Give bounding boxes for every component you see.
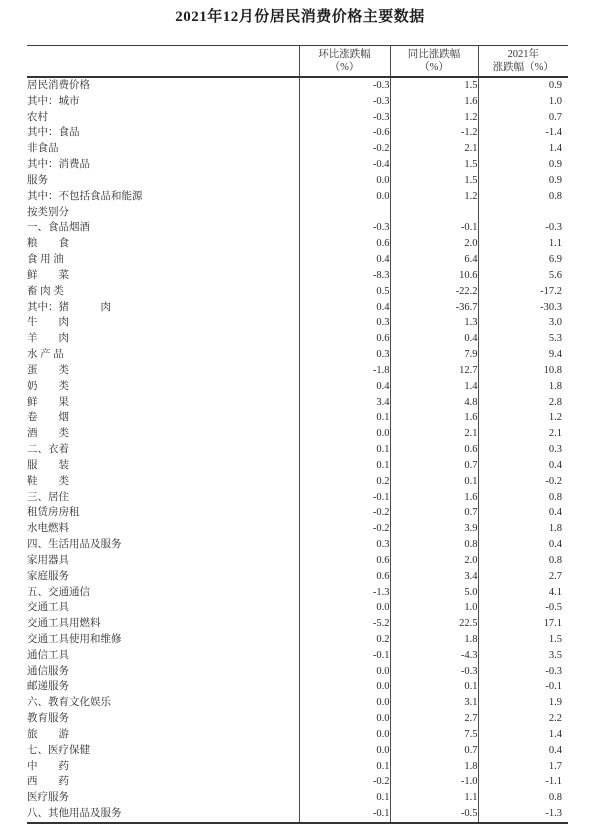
row-label: 奶 类	[27, 380, 69, 392]
yoy-value: 0.7	[390, 458, 478, 474]
row-label: 通信服务	[27, 665, 69, 677]
mom-value: -8.3	[299, 268, 390, 284]
annual-value: 0.9	[478, 77, 568, 94]
mom-value: -0.2	[299, 774, 390, 790]
annual-value: -30.3	[478, 300, 568, 316]
table-row	[27, 474, 568, 490]
row-label: 牛 肉	[27, 317, 69, 329]
mom-value: 0.3	[299, 347, 390, 363]
row-label: 羊 肉	[27, 333, 69, 345]
yoy-value: 1.1	[390, 790, 478, 806]
annual-value: 0.7	[478, 110, 568, 126]
row-label: 旅 游	[27, 728, 69, 740]
row-label: 食 用 油	[27, 254, 64, 266]
yoy-value: 1.6	[390, 94, 478, 110]
row-label: 教育服务	[27, 713, 69, 725]
table-row	[27, 569, 568, 585]
header-annual-line2: 涨跌幅（%）	[492, 62, 554, 73]
page-title: 2021年12月份居民消费价格主要数据	[175, 9, 425, 25]
row-label: 畜 肉 类	[27, 285, 64, 297]
yoy-value: 1.6	[390, 490, 478, 506]
yoy-value: 1.6	[390, 410, 478, 426]
table-row	[27, 505, 568, 521]
row-label: 家庭服务	[27, 570, 69, 582]
table-row	[27, 426, 568, 442]
annual-value: 1.9	[478, 695, 568, 711]
mom-value: -0.2	[299, 505, 390, 521]
header-mom-line2: （%）	[329, 62, 360, 73]
annual-value: 1.1	[478, 236, 568, 252]
mom-value: -0.6	[299, 125, 390, 141]
row-label: 交通工具使用和维修	[27, 633, 122, 645]
yoy-value: 22.5	[390, 616, 478, 632]
mom-value: 0.0	[299, 695, 390, 711]
table-row	[27, 395, 568, 411]
table-row	[27, 220, 568, 236]
mom-value: -0.3	[299, 220, 390, 236]
annual-value: 0.8	[478, 490, 568, 506]
row-label: 鲜 菜	[27, 269, 69, 281]
yoy-value: 2.1	[390, 141, 478, 157]
mom-value: 0.4	[299, 300, 390, 316]
yoy-value: 0.8	[390, 537, 478, 553]
yoy-value: 1.5	[390, 173, 478, 189]
yoy-value: 6.4	[390, 252, 478, 268]
table-row	[27, 553, 568, 569]
annual-value: 1.8	[478, 521, 568, 537]
annual-value: 1.7	[478, 759, 568, 775]
yoy-value: 1.2	[390, 189, 478, 205]
row-label: 卷 烟	[27, 412, 69, 424]
row-label: 中 药	[27, 760, 69, 772]
mom-value: 0.0	[299, 600, 390, 616]
table-row	[27, 236, 568, 252]
row-label: 邮递服务	[27, 681, 69, 693]
yoy-value: 0.1	[390, 474, 478, 490]
yoy-value: 4.8	[390, 395, 478, 411]
mom-value: 0.6	[299, 553, 390, 569]
annual-value: 5.3	[478, 331, 568, 347]
header-row	[27, 46, 568, 78]
table-row	[27, 442, 568, 458]
table-body	[27, 77, 568, 823]
yoy-value: 12.7	[390, 363, 478, 379]
mom-value: -5.2	[299, 616, 390, 632]
table-row	[27, 125, 568, 141]
annual-value: 0.9	[478, 173, 568, 189]
yoy-value: 1.5	[390, 157, 478, 173]
table-row	[27, 806, 568, 823]
table-row	[27, 379, 568, 395]
table-row	[27, 157, 568, 173]
annual-value: 0.8	[478, 790, 568, 806]
yoy-value: -0.3	[390, 664, 478, 680]
mom-value: 0.0	[299, 679, 390, 695]
row-label: 其中：不包括食品和能源	[27, 190, 143, 202]
table-row	[27, 759, 568, 775]
mom-value: 0.0	[299, 711, 390, 727]
annual-value: 6.9	[478, 252, 568, 268]
annual-value: 2.2	[478, 711, 568, 727]
annual-value: 9.4	[478, 347, 568, 363]
annual-value: 1.8	[478, 379, 568, 395]
mom-value: -0.4	[299, 157, 390, 173]
annual-value: 3.0	[478, 315, 568, 331]
row-label: 居民消费价格	[27, 80, 90, 91]
yoy-value: 2.0	[390, 236, 478, 252]
yoy-value: 3.9	[390, 521, 478, 537]
yoy-value: -4.3	[390, 648, 478, 664]
header-yoy-line2: （%）	[419, 62, 449, 73]
annual-value: 10.8	[478, 363, 568, 379]
annual-value: 1.0	[478, 94, 568, 110]
mom-value: 0.3	[299, 315, 390, 331]
mom-value: 0.6	[299, 331, 390, 347]
table-row	[27, 284, 568, 300]
table-row	[27, 410, 568, 426]
table-row	[27, 743, 568, 759]
row-label: 交通工具	[27, 602, 69, 614]
yoy-value: 1.3	[390, 315, 478, 331]
table-row	[27, 347, 568, 363]
annual-value: 1.4	[478, 727, 568, 743]
table-row	[27, 585, 568, 601]
yoy-value: 0.6	[390, 442, 478, 458]
row-label: 其中：食品	[27, 127, 80, 139]
table-row	[27, 632, 568, 648]
row-label: 鞋 类	[27, 475, 69, 487]
mom-value: -0.3	[299, 94, 390, 110]
row-label: 鲜 果	[27, 396, 69, 408]
yoy-value: 1.2	[390, 110, 478, 126]
mom-value: -0.3	[299, 110, 390, 126]
header-annual-line1: 2021年	[507, 49, 539, 60]
yoy-value: -1.2	[390, 125, 478, 141]
yoy-value: 0.7	[390, 505, 478, 521]
table-row	[27, 300, 568, 316]
mom-value: 0.1	[299, 410, 390, 426]
yoy-value: 2.7	[390, 711, 478, 727]
row-label: 酒 类	[27, 428, 69, 440]
row-label: 七、医疗保健	[27, 744, 90, 756]
mom-value: 0.1	[299, 790, 390, 806]
table-row	[27, 268, 568, 284]
annual-value	[478, 205, 568, 221]
yoy-value: 2.0	[390, 553, 478, 569]
table-row	[27, 315, 568, 331]
row-label: 医疗服务	[27, 792, 69, 804]
header-yoy-line1: 同比涨跌幅	[407, 49, 461, 60]
yoy-value: 3.1	[390, 695, 478, 711]
row-label: 蛋 类	[27, 364, 69, 376]
mom-value: 0.6	[299, 236, 390, 252]
annual-value: 0.4	[478, 743, 568, 759]
yoy-value: 5.0	[390, 585, 478, 601]
mom-value: 0.6	[299, 569, 390, 585]
row-label: 水电燃料	[27, 523, 69, 535]
mom-value: 0.0	[299, 727, 390, 743]
mom-value: 0.4	[299, 379, 390, 395]
yoy-value: 2.1	[390, 426, 478, 442]
row-label: 三、居住	[27, 491, 69, 503]
mom-value	[299, 205, 390, 221]
table-row	[27, 521, 568, 537]
row-label: 服务	[27, 174, 48, 186]
table-row	[27, 600, 568, 616]
table-header	[27, 46, 568, 78]
yoy-value: 7.9	[390, 347, 478, 363]
table-row	[27, 458, 568, 474]
row-label: 二、衣着	[27, 444, 69, 456]
mom-value: 0.2	[299, 474, 390, 490]
table-row	[27, 648, 568, 664]
mom-value: 0.1	[299, 759, 390, 775]
header-annual	[478, 46, 568, 78]
mom-value: 0.1	[299, 442, 390, 458]
table-row	[27, 711, 568, 727]
annual-value: -1.4	[478, 125, 568, 141]
row-label: 其中：消费品	[27, 159, 90, 171]
row-label: 粮 食	[27, 238, 69, 250]
yoy-value: -22.2	[390, 284, 478, 300]
yoy-value: -36.7	[390, 300, 478, 316]
mom-value: 0.0	[299, 189, 390, 205]
annual-value: 0.4	[478, 537, 568, 553]
yoy-value: 1.0	[390, 600, 478, 616]
annual-value: 1.5	[478, 632, 568, 648]
mom-value: -0.1	[299, 806, 390, 823]
yoy-value: 1.4	[390, 379, 478, 395]
annual-value: 0.3	[478, 442, 568, 458]
row-label: 西 药	[27, 776, 69, 788]
annual-value: 5.6	[478, 268, 568, 284]
table-row	[27, 774, 568, 790]
row-label: 按类别分	[27, 206, 69, 218]
mom-value: -1.3	[299, 585, 390, 601]
table-row	[27, 537, 568, 553]
row-label: 非食品	[27, 143, 59, 155]
table-row	[27, 363, 568, 379]
row-label: 五、交通通信	[27, 586, 90, 598]
table-row	[27, 679, 568, 695]
annual-value: -0.2	[478, 474, 568, 490]
annual-value: -1.1	[478, 774, 568, 790]
table-row	[27, 189, 568, 205]
row-label: 其中：猪 肉	[27, 301, 111, 313]
table-row	[27, 141, 568, 157]
mom-value: 0.0	[299, 426, 390, 442]
annual-value: 3.5	[478, 648, 568, 664]
row-label: 水 产 品	[27, 349, 64, 361]
mom-value: 0.5	[299, 284, 390, 300]
header-mom	[299, 46, 390, 78]
yoy-value: 0.1	[390, 679, 478, 695]
annual-value: -0.3	[478, 220, 568, 236]
mom-value: 0.3	[299, 537, 390, 553]
yoy-value: -0.1	[390, 220, 478, 236]
table-row	[27, 490, 568, 506]
table-row	[27, 94, 568, 110]
table-row	[27, 205, 568, 221]
mom-value: 3.4	[299, 395, 390, 411]
table-row	[27, 695, 568, 711]
mom-value: -0.1	[299, 490, 390, 506]
row-label: 六、教育文化娱乐	[27, 697, 111, 709]
annual-value: -0.5	[478, 600, 568, 616]
yoy-value: 7.5	[390, 727, 478, 743]
row-label: 农村	[27, 111, 48, 123]
annual-value: 0.9	[478, 157, 568, 173]
annual-value: -1.3	[478, 806, 568, 823]
row-label: 其中：城市	[27, 95, 80, 107]
row-label: 交通工具用燃料	[27, 618, 101, 630]
mom-value: 0.0	[299, 743, 390, 759]
mom-value: 0.0	[299, 664, 390, 680]
yoy-value: 3.4	[390, 569, 478, 585]
annual-value: 2.7	[478, 569, 568, 585]
annual-value: 0.8	[478, 553, 568, 569]
annual-value: 17.1	[478, 616, 568, 632]
row-label: 租赁房房租	[27, 507, 80, 519]
table-row	[27, 664, 568, 680]
cpi-table	[27, 45, 568, 824]
table-row	[27, 616, 568, 632]
mom-value: 0.2	[299, 632, 390, 648]
row-label: 服 装	[27, 459, 69, 471]
row-label: 八、其他用品及服务	[27, 806, 299, 823]
table-row	[27, 77, 568, 94]
table-row	[27, 331, 568, 347]
table-row	[27, 727, 568, 743]
mom-value: 0.1	[299, 458, 390, 474]
table-row	[27, 173, 568, 189]
mom-value: -0.2	[299, 141, 390, 157]
yoy-value: 1.8	[390, 759, 478, 775]
yoy-value: -1.0	[390, 774, 478, 790]
yoy-value: 10.6	[390, 268, 478, 284]
yoy-value: 0.4	[390, 331, 478, 347]
yoy-value: -0.5	[390, 806, 478, 823]
mom-value: -0.3	[299, 77, 390, 94]
yoy-value: 0.7	[390, 743, 478, 759]
mom-value: -0.1	[299, 648, 390, 664]
annual-value: 0.4	[478, 505, 568, 521]
annual-value: 2.8	[478, 395, 568, 411]
annual-value: 2.1	[478, 426, 568, 442]
annual-value: 0.8	[478, 189, 568, 205]
annual-value: -17.2	[478, 284, 568, 300]
header-yoy	[390, 46, 478, 78]
annual-value: -0.1	[478, 679, 568, 695]
table-row	[27, 110, 568, 126]
mom-value: -0.2	[299, 521, 390, 537]
table-row	[27, 790, 568, 806]
row-label: 一、食品烟酒	[27, 222, 90, 234]
yoy-value: 1.5	[390, 77, 478, 94]
row-label: 通信工具	[27, 649, 69, 661]
yoy-value: 1.8	[390, 632, 478, 648]
annual-value: -0.3	[478, 664, 568, 680]
mom-value: -1.8	[299, 363, 390, 379]
row-label: 四、生活用品及服务	[27, 539, 122, 551]
header-empty-cell	[27, 46, 299, 78]
header-mom-line1: 环比涨跌幅	[318, 49, 371, 60]
yoy-value	[390, 205, 478, 221]
mom-value: 0.4	[299, 252, 390, 268]
annual-value: 1.2	[478, 410, 568, 426]
annual-value: 0.4	[478, 458, 568, 474]
annual-value: 4.1	[478, 585, 568, 601]
annual-value: 1.4	[478, 141, 568, 157]
mom-value: 0.0	[299, 173, 390, 189]
row-label: 家用器具	[27, 554, 69, 566]
table-row	[27, 252, 568, 268]
